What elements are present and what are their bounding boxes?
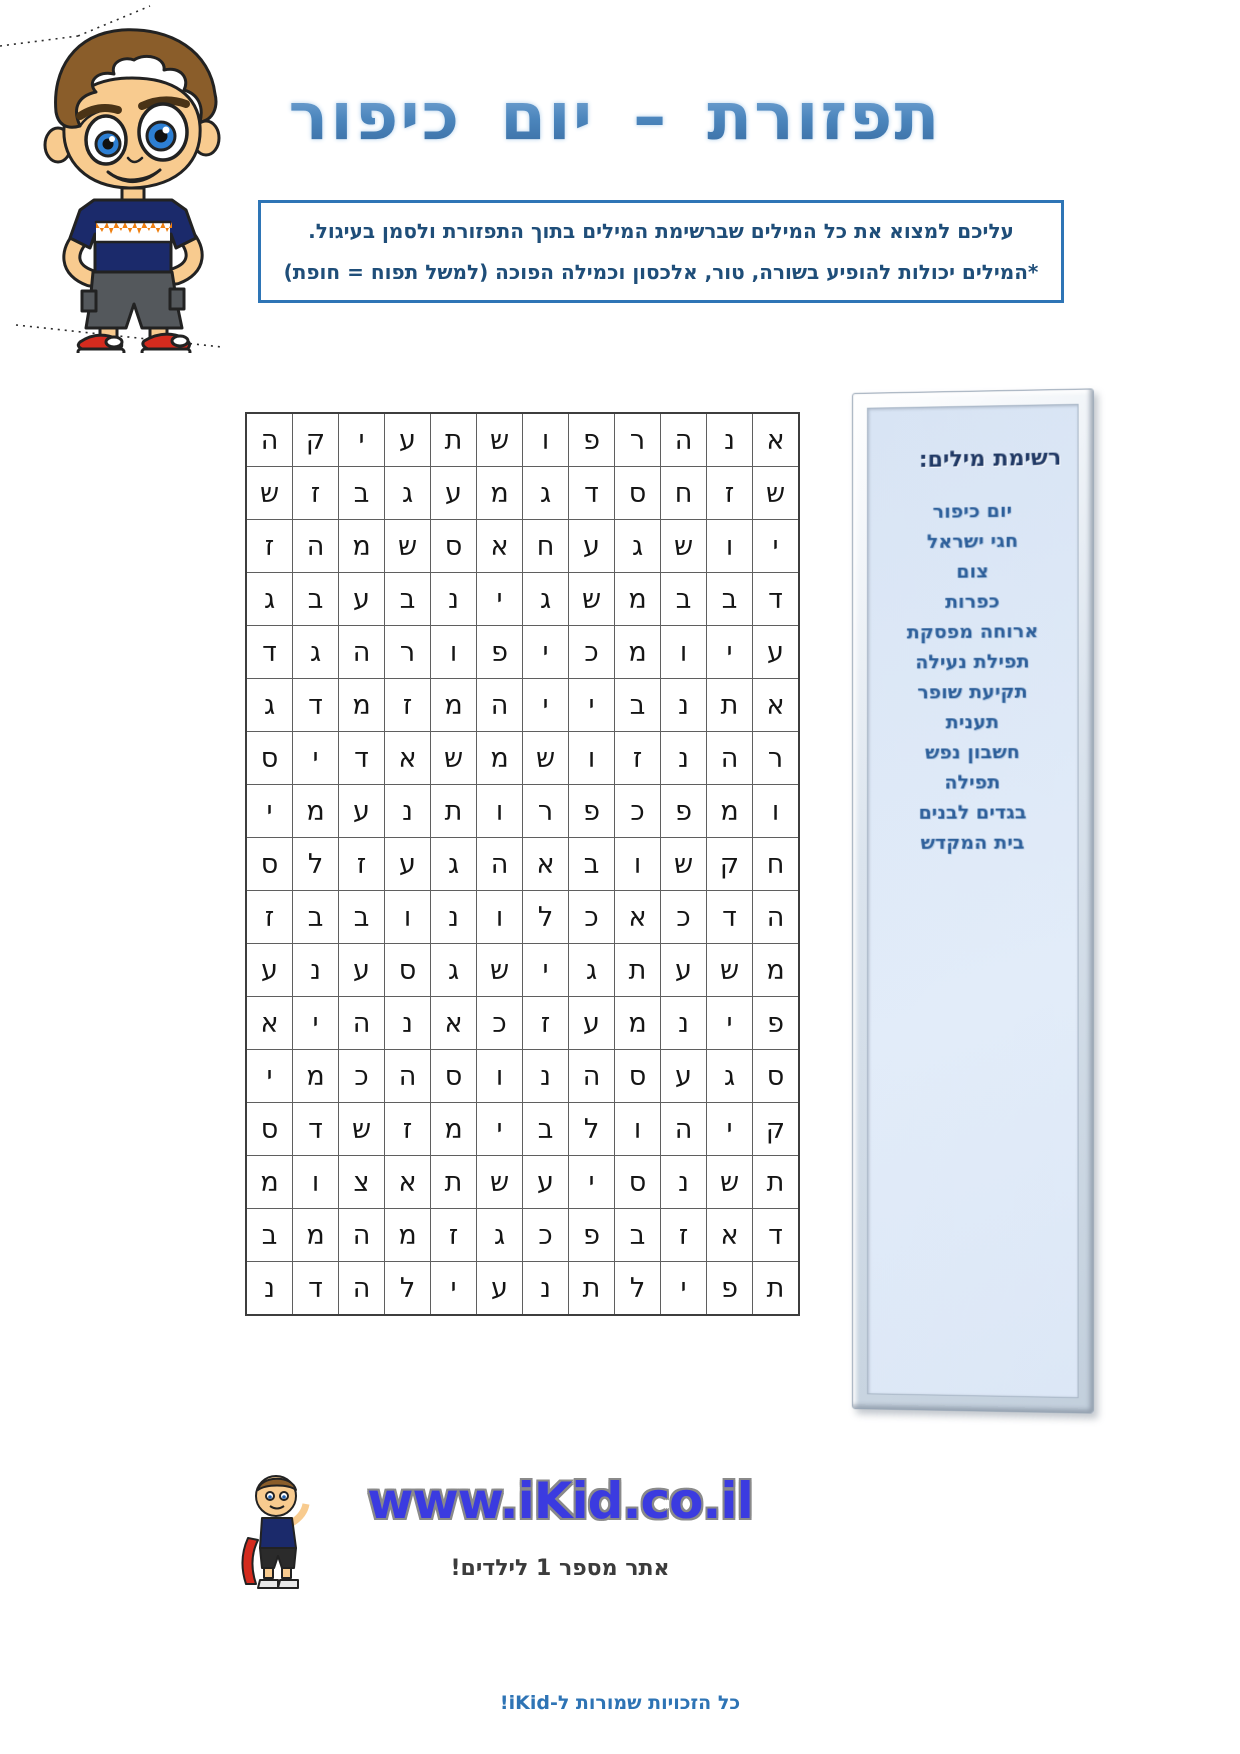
grid-cell: ב xyxy=(615,679,660,731)
grid-cell: ו xyxy=(661,626,706,678)
grid-cell: י xyxy=(569,679,614,731)
grid-cell: כ xyxy=(523,1209,568,1261)
grid-cell: ע xyxy=(569,997,614,1049)
word-list-header: רשימת מילים: xyxy=(918,445,1062,473)
grid-cell: מ xyxy=(247,1156,292,1208)
word-list-item: בגדים לבנים xyxy=(918,801,1027,824)
grid-cell: ו xyxy=(385,891,430,943)
grid-cell: ע xyxy=(523,1156,568,1208)
grid-cell: ס xyxy=(431,520,476,572)
grid-cell: ז xyxy=(615,732,660,784)
grid-cell: ה xyxy=(661,1103,706,1155)
grid-cell: ת xyxy=(753,1156,798,1208)
grid-cell: פ xyxy=(707,1262,752,1314)
grid-cell: ס xyxy=(247,1103,292,1155)
grid-cell: י xyxy=(707,1103,752,1155)
grid-cell: נ xyxy=(431,573,476,625)
grid-cell: ס xyxy=(247,838,292,890)
grid-cell: ש xyxy=(523,732,568,784)
grid-cell: ו xyxy=(293,1156,338,1208)
word-list-panel-face xyxy=(867,404,1079,1398)
grid-cell: ג xyxy=(707,1050,752,1102)
grid-cell: ב xyxy=(615,1209,660,1261)
grid-cell: י xyxy=(293,732,338,784)
ikid-mascot-icon xyxy=(230,1468,314,1596)
grid-cell: ב xyxy=(707,573,752,625)
grid-cell: נ xyxy=(385,785,430,837)
grid-cell: ע xyxy=(753,626,798,678)
grid-cell: ג xyxy=(523,467,568,519)
grid-cell: ג xyxy=(385,467,430,519)
grid-cell: ז xyxy=(523,997,568,1049)
copyright-footer: כל הזכויות שמורות ל-iKid! xyxy=(499,1692,741,1714)
grid-cell: ד xyxy=(293,1103,338,1155)
grid-cell: ו xyxy=(753,785,798,837)
grid-cell: י xyxy=(707,997,752,1049)
grid-cell: ל xyxy=(615,1262,660,1314)
grid-cell: ח xyxy=(661,467,706,519)
grid-cell: נ xyxy=(523,1262,568,1314)
grid-cell: א xyxy=(753,679,798,731)
grid-cell: ו xyxy=(477,1050,522,1102)
grid-cell: ז xyxy=(339,838,384,890)
grid-cell: נ xyxy=(661,732,706,784)
word-list-item: ארוחה מפסקת xyxy=(906,620,1039,644)
grid-cell: א xyxy=(385,732,430,784)
grid-cell: ס xyxy=(615,467,660,519)
grid-cell: נ xyxy=(661,997,706,1049)
grid-cell: א xyxy=(523,838,568,890)
grid-cell: ז xyxy=(661,1209,706,1261)
grid-cell: נ xyxy=(431,891,476,943)
grid-cell: מ xyxy=(385,1209,430,1261)
grid-cell: ז xyxy=(247,891,292,943)
grid-cell: ע xyxy=(661,944,706,996)
grid-cell: ג xyxy=(569,944,614,996)
grid-cell: ה xyxy=(707,732,752,784)
grid-cell: י xyxy=(523,626,568,678)
grid-cell: פ xyxy=(661,785,706,837)
grid-cell: ב xyxy=(339,891,384,943)
grid-cell: ה xyxy=(339,626,384,678)
grid-cell: מ xyxy=(293,785,338,837)
grid-cell: ז xyxy=(707,467,752,519)
grid-cell: ע xyxy=(385,838,430,890)
grid-cell: ת xyxy=(431,1156,476,1208)
grid-cell: ב xyxy=(523,1103,568,1155)
grid-cell: ל xyxy=(523,891,568,943)
grid-cell: ש xyxy=(661,520,706,572)
grid-cell: י xyxy=(293,997,338,1049)
grid-cell: י xyxy=(753,520,798,572)
grid-cell: ב xyxy=(293,573,338,625)
grid-cell: ז xyxy=(385,679,430,731)
grid-cell: ב xyxy=(247,1209,292,1261)
grid-cell: א xyxy=(477,520,522,572)
grid-cell: ש xyxy=(477,944,522,996)
grid-cell: ג xyxy=(293,626,338,678)
grid-cell: ת xyxy=(753,1262,798,1314)
grid-cell: ל xyxy=(569,1103,614,1155)
grid-cell: ה xyxy=(339,1262,384,1314)
grid-cell: י xyxy=(247,1050,292,1102)
grid-cell: ד xyxy=(569,467,614,519)
grid-cell: ג xyxy=(615,520,660,572)
grid-cell: נ xyxy=(385,997,430,1049)
grid-cell: י xyxy=(477,1103,522,1155)
grid-cell: מ xyxy=(431,679,476,731)
grid-cell: פ xyxy=(477,626,522,678)
grid-cell: מ xyxy=(615,626,660,678)
grid-cell: א xyxy=(707,1209,752,1261)
grid-cell: ג xyxy=(523,573,568,625)
grid-cell: ר xyxy=(615,414,660,466)
grid-cell: ה xyxy=(293,520,338,572)
grid-cell: א xyxy=(431,997,476,1049)
word-list-item: חשבון נפש xyxy=(924,741,1020,764)
grid-cell: נ xyxy=(707,414,752,466)
grid-cell: י xyxy=(707,626,752,678)
grid-cell: ו xyxy=(615,1103,660,1155)
grid-cell: א xyxy=(385,1156,430,1208)
page-title: תפזורת – יום כיפור xyxy=(170,78,1060,168)
grid-cell: ו xyxy=(615,838,660,890)
grid-cell: כ xyxy=(569,891,614,943)
grid-cell: מ xyxy=(339,520,384,572)
grid-cell: מ xyxy=(293,1050,338,1102)
grid-cell: ג xyxy=(477,1209,522,1261)
grid-cell: מ xyxy=(431,1103,476,1155)
grid-cell: ל xyxy=(293,838,338,890)
word-list-item: תקיעת שופר xyxy=(917,680,1028,704)
grid-cell: ו xyxy=(477,785,522,837)
word-list-panel xyxy=(852,388,1094,1413)
grid-cell: ר xyxy=(753,732,798,784)
grid-cell: ה xyxy=(661,414,706,466)
grid-cell: י xyxy=(477,573,522,625)
grid-cell: כ xyxy=(569,626,614,678)
grid-cell: ב xyxy=(385,573,430,625)
grid-cell: ס xyxy=(615,1156,660,1208)
grid-cell: ש xyxy=(339,1103,384,1155)
grid-cell: ח xyxy=(753,838,798,890)
grid-cell: ש xyxy=(477,1156,522,1208)
grid-cell: ד xyxy=(753,1209,798,1261)
grid-cell: ג xyxy=(431,944,476,996)
grid-cell: ע xyxy=(477,1262,522,1314)
grid-cell: ש xyxy=(385,520,430,572)
grid-cell: ע xyxy=(247,944,292,996)
grid-cell: ד xyxy=(293,1262,338,1314)
grid-cell: מ xyxy=(707,785,752,837)
grid-cell: ס xyxy=(431,1050,476,1102)
word-list-item: כפרות xyxy=(945,590,1000,613)
grid-cell: ו xyxy=(569,732,614,784)
grid-cell: נ xyxy=(293,944,338,996)
grid-cell: ד xyxy=(753,573,798,625)
grid-cell: ו xyxy=(523,414,568,466)
word-list xyxy=(868,495,1078,858)
word-list-item: תענית xyxy=(945,710,1000,734)
grid-cell: י xyxy=(569,1156,614,1208)
grid-cell: פ xyxy=(569,1209,614,1261)
grid-cell: ר xyxy=(385,626,430,678)
instructions-line-1: עליכם למצוא את כל המילים שברשימת המילים בתוך התפזורת ולסמן בעיגול. xyxy=(308,219,1014,244)
ikid-site-link[interactable]: www.iKid.co.il xyxy=(367,1472,753,1530)
grid-cell: ד xyxy=(247,626,292,678)
grid-cell: ק xyxy=(707,838,752,890)
word-list-item: תפילת נעילה xyxy=(915,650,1030,674)
grid-cell: ז xyxy=(293,467,338,519)
grid-cell: ש xyxy=(247,467,292,519)
grid-cell: ו xyxy=(707,520,752,572)
grid-cell: ת xyxy=(569,1262,614,1314)
grid-cell: ק xyxy=(293,414,338,466)
grid-cell: ה xyxy=(247,414,292,466)
grid-cell: ו xyxy=(477,891,522,943)
grid-cell: נ xyxy=(661,1156,706,1208)
ikid-tagline: אתר מספר 1 לילדים! xyxy=(450,1556,670,1581)
grid-cell: ה xyxy=(753,891,798,943)
grid-cell: ה xyxy=(477,679,522,731)
boy-mascot-illustration xyxy=(22,8,234,353)
grid-cell: ע xyxy=(661,1050,706,1102)
grid-cell: ע xyxy=(339,785,384,837)
grid-cell: ב xyxy=(661,573,706,625)
grid-cell: מ xyxy=(293,1209,338,1261)
grid-cell: ס xyxy=(385,944,430,996)
grid-cell: ד xyxy=(339,732,384,784)
grid-cell: נ xyxy=(523,1050,568,1102)
grid-cell: ש xyxy=(477,414,522,466)
grid-cell: מ xyxy=(615,997,660,1049)
grid-cell: ש xyxy=(707,1156,752,1208)
grid-cell: ת xyxy=(431,785,476,837)
grid-cell: כ xyxy=(615,785,660,837)
grid-cell: ש xyxy=(431,732,476,784)
instructions-box xyxy=(258,200,1064,303)
grid-cell: ק xyxy=(753,1103,798,1155)
grid-cell: א xyxy=(753,414,798,466)
grid-cell: מ xyxy=(753,944,798,996)
grid-cell: ב xyxy=(569,838,614,890)
grid-cell: ז xyxy=(431,1209,476,1261)
grid-cell: ש xyxy=(753,467,798,519)
grid-cell: צ xyxy=(339,1156,384,1208)
grid-cell: ה xyxy=(385,1050,430,1102)
grid-cell: מ xyxy=(477,467,522,519)
grid-cell: ת xyxy=(707,679,752,731)
grid-cell: ז xyxy=(385,1103,430,1155)
grid-cell: ז xyxy=(247,520,292,572)
grid-cell: ה xyxy=(339,1209,384,1261)
grid-cell: ס xyxy=(615,1050,660,1102)
grid-cell: ג xyxy=(247,679,292,731)
grid-cell: פ xyxy=(569,414,614,466)
grid-cell: מ xyxy=(339,679,384,731)
grid-cell: ש xyxy=(707,944,752,996)
grid-cell: ר xyxy=(523,785,568,837)
grid-cell: מ xyxy=(477,732,522,784)
grid-cell: ת xyxy=(615,944,660,996)
grid-cell: פ xyxy=(753,997,798,1049)
grid-cell: י xyxy=(661,1262,706,1314)
grid-cell: כ xyxy=(477,997,522,1049)
grid-cell: פ xyxy=(569,785,614,837)
word-list-item: בית המקדש xyxy=(920,831,1025,854)
word-list-item: צום xyxy=(956,560,989,583)
grid-cell: י xyxy=(247,785,292,837)
grid-cell: ש xyxy=(661,838,706,890)
grid-cell: ב xyxy=(293,891,338,943)
grid-cell: נ xyxy=(661,679,706,731)
grid-cell: ש xyxy=(569,573,614,625)
word-list-item: יום כיפור xyxy=(932,499,1013,523)
grid-cell: ו xyxy=(431,626,476,678)
grid-cell: כ xyxy=(339,1050,384,1102)
grid-cell: ג xyxy=(431,838,476,890)
grid-cell: ג xyxy=(247,573,292,625)
grid-cell: י xyxy=(523,679,568,731)
grid-cell: ד xyxy=(707,891,752,943)
grid-cell: ע xyxy=(385,414,430,466)
grid-cell: י xyxy=(431,1262,476,1314)
grid-cell: ב xyxy=(339,467,384,519)
grid-cell: א xyxy=(247,997,292,1049)
grid-cell: ח xyxy=(523,520,568,572)
word-list-item: תפילה xyxy=(944,771,1001,794)
grid-cell: נ xyxy=(247,1262,292,1314)
grid-cell: י xyxy=(339,414,384,466)
grid-cell: ל xyxy=(385,1262,430,1314)
grid-cell: ה xyxy=(339,997,384,1049)
grid-cell: ע xyxy=(431,467,476,519)
grid-cell: ע xyxy=(569,520,614,572)
word-search-grid xyxy=(245,412,800,1316)
word-list-item: חגי ישראל xyxy=(926,529,1019,554)
grid-cell: ת xyxy=(431,414,476,466)
grid-cell: ה xyxy=(477,838,522,890)
grid-cell: ע xyxy=(339,573,384,625)
grid-cell: ס xyxy=(247,732,292,784)
grid-cell: א xyxy=(615,891,660,943)
grid-cell: מ xyxy=(615,573,660,625)
instructions-line-2: *המילים יכולות להופיע בשורה, טור, אלכסון וכמילה הפוכה (למשל תפוח = חופת) xyxy=(283,259,1039,284)
grid-cell: ע xyxy=(339,944,384,996)
grid-cell: ה xyxy=(569,1050,614,1102)
grid-cell: ד xyxy=(293,679,338,731)
grid-cell: ס xyxy=(753,1050,798,1102)
grid-cell: כ xyxy=(661,891,706,943)
grid-cell: י xyxy=(523,944,568,996)
